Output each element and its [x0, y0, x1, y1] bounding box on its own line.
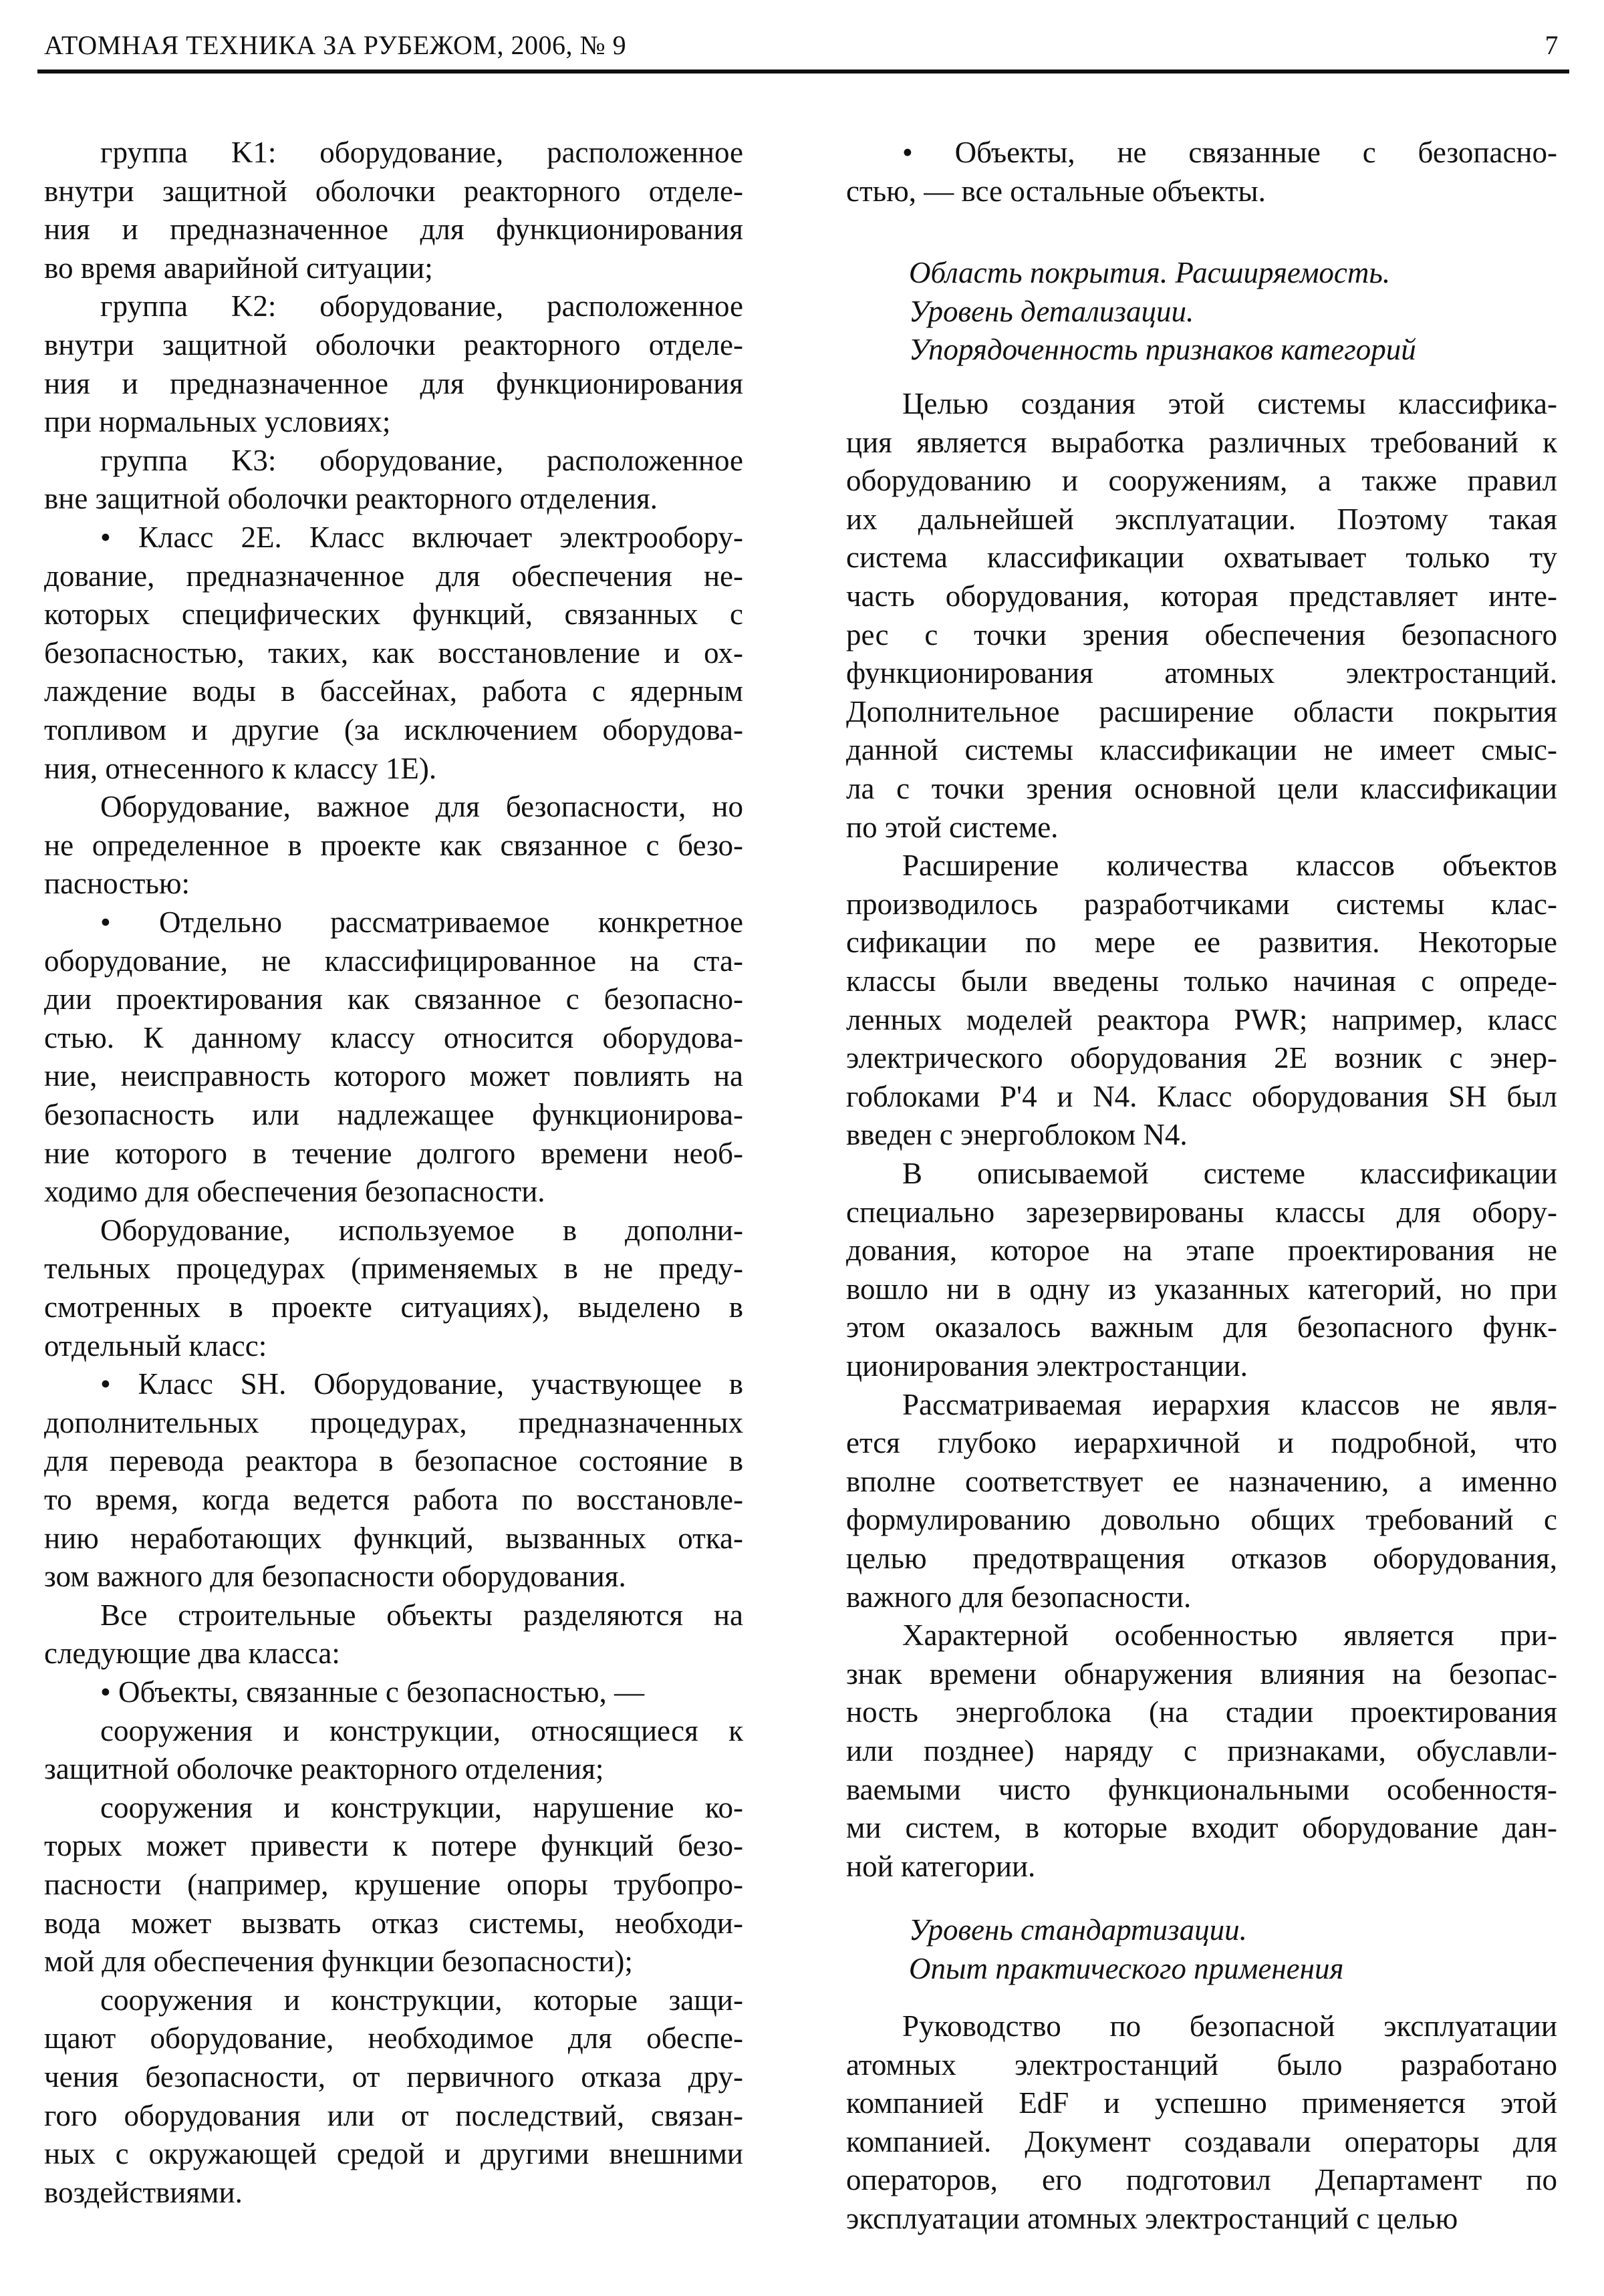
- text-line: • Объекты, связанные с безопасностью, —: [100, 1675, 644, 1709]
- text-line: вне защитной оболочки реакторного отделения.: [44, 482, 658, 516]
- text-line: дии проектирования как связанное с безопасно-: [44, 982, 743, 1016]
- paragraph: [846, 1616, 1557, 1886]
- text-line: сооружения и конструкции, которые защи-: [100, 1983, 743, 2017]
- text-line: нию неработающих функций, вызванных отка-: [44, 1521, 743, 1555]
- text-line: этом оказалось важным для безопасного функ-: [846, 1310, 1557, 1344]
- text-line: целью предотвращения отказов оборудования,: [846, 1541, 1557, 1575]
- text-line: электрического оборудования 2E возник с энер-: [846, 1041, 1557, 1075]
- header-rule: [37, 69, 1569, 74]
- text-line: Оборудование, важное для безопасности, но: [100, 790, 743, 824]
- text-line: операторов, его подготовил Департамент по: [846, 2163, 1557, 2197]
- text-line: дования, которое на этапе проектирования не: [846, 1234, 1557, 1268]
- text-line: стью, — все остальные объекты.: [846, 174, 1266, 208]
- text-line: по этой системе.: [846, 810, 1059, 844]
- text-line: группа K3: оборудование, расположенное: [100, 443, 743, 477]
- text-line: вошло ни в одну из указанных категорий, но при: [846, 1272, 1557, 1306]
- text-line: Уровень стандартизации.: [909, 1913, 1247, 1947]
- paragraph: [846, 2007, 1557, 2239]
- text-line: ния и предназначенное для функционирования: [44, 212, 743, 247]
- text-line: Целью создания этой системы классифика-: [902, 387, 1557, 420]
- text-line: которых специфических функций, связанных с: [44, 597, 743, 631]
- text-line: торых может привести к потере функций безо-: [44, 1829, 743, 1863]
- text-line: Уровень детализации.: [909, 294, 1194, 328]
- paragraph: [44, 1365, 743, 1596]
- text-line: дополнительных процедурах, предназначенных: [44, 1405, 743, 1439]
- text-line: ных с окружающей средой и другими внешними: [44, 2137, 743, 2171]
- section-heading: [846, 1911, 1557, 1988]
- text-line: их дальнейшей эксплуатации. Поэтому такая: [846, 502, 1557, 536]
- paragraph: [44, 1789, 743, 1981]
- text-line: ходимо для обеспечения безопасности.: [44, 1175, 545, 1209]
- text-line: ние, неисправность которого может повлиять на: [44, 1059, 743, 1093]
- text-line: для перевода реактора в безопасное состояние в: [44, 1444, 743, 1478]
- text-line: или позднее) наряду с признаками, обуславли-: [846, 1733, 1557, 1767]
- text-line: сооружения и конструкции, нарушение ко-: [100, 1790, 743, 1824]
- text-line: пасностью:: [44, 867, 190, 901]
- text-line: важного для безопасности.: [846, 1580, 1192, 1614]
- text-line: пасности (например, крушение опоры трубопро-: [44, 1867, 743, 1901]
- paragraph: [846, 847, 1557, 1155]
- text-line: Все строительные объекты разделяются на: [100, 1598, 743, 1632]
- text-line: Оборудование, используемое в дополни-: [100, 1213, 743, 1247]
- paragraph: [44, 1211, 743, 1365]
- paragraph: [44, 1596, 743, 1673]
- text-line: • Класс 2E. Класс включает электрообору-: [100, 521, 743, 554]
- text-line: тельных процедурах (применяемых в не преду-: [44, 1252, 743, 1286]
- text-line: Рассматриваемая иерархия классов не явля-: [902, 1387, 1557, 1421]
- text-line: внутри защитной оболочки реакторного отделе-: [44, 327, 743, 362]
- text-line: вода может вызвать отказ системы, необходи-: [44, 1906, 743, 1940]
- text-line: группа K2: оборудование, расположенное: [100, 289, 743, 323]
- text-line: щают оборудование, необходимое для обеспе-: [44, 2021, 743, 2055]
- paragraph: [44, 903, 743, 1211]
- text-line: ционирования электростанции.: [846, 1348, 1248, 1383]
- text-line: атомных электростанций было разработано: [846, 2047, 1557, 2082]
- text-line: воздействиями.: [44, 2175, 243, 2209]
- text-line: ми систем, в которые входит оборудование дан-: [846, 1811, 1557, 1845]
- text-line: вполне соответствует ее назначению, а именно: [846, 1464, 1557, 1498]
- text-line: защитной оболочке реакторного отделения;: [44, 1752, 604, 1786]
- text-line: введен с энергоблоком N4.: [846, 1118, 1188, 1152]
- text-line: компанией. Документ создавали операторы для: [846, 2124, 1557, 2158]
- text-line: Руководство по безопасной эксплуатации: [902, 2009, 1557, 2043]
- text-line: Расширение количества классов объектов: [902, 849, 1557, 883]
- paragraph: [44, 287, 743, 441]
- text-line: смотренных в проекте ситуациях), выделено в: [44, 1290, 743, 1324]
- text-line: знак времени обнаружения влияния на безопас-: [846, 1657, 1557, 1691]
- text-line: компанией EdF и успешно применяется этой: [846, 2086, 1557, 2120]
- text-line: сификации по мере ее развития. Некоторые: [846, 925, 1557, 960]
- paragraph: [44, 1981, 743, 2212]
- text-line: классы были введены только начиная с опреде-: [846, 964, 1557, 998]
- text-line: ность энергоблока (на стадии проектирования: [846, 1695, 1557, 1729]
- text-line: ние которого в течение долгого времени необ-: [44, 1136, 743, 1170]
- text-line: Опыт практического применения: [909, 1951, 1344, 1985]
- text-line: ется глубоко иерархичной и подробной, что: [846, 1426, 1557, 1460]
- text-line: ция является выработка различных требований к: [846, 425, 1557, 459]
- text-line: производилось разработчиками системы клас-: [846, 887, 1557, 921]
- text-line: • Класс SH. Оборудование, участвующее в: [100, 1367, 743, 1401]
- text-line: рес с точки зрения обеспечения безопасного: [846, 617, 1557, 652]
- paragraph: [846, 1155, 1557, 1386]
- text-line: группа K1: оборудование, расположенное: [100, 136, 743, 169]
- text-line: формулированию довольно общих требований с: [846, 1503, 1557, 1537]
- text-line: стью. К данному классу относится оборудова-: [44, 1020, 743, 1054]
- paragraph: [44, 519, 743, 788]
- text-line: безопасность или надлежащее функционирова-: [44, 1097, 743, 1131]
- text-line: мой для обеспечения функции безопасности);: [44, 1945, 633, 1979]
- paragraph: [44, 442, 743, 519]
- text-line: • Объекты, не связанные с безопасно-: [902, 136, 1557, 169]
- text-line: Характерной особенностью является при-: [902, 1618, 1557, 1653]
- text-line: ленных моделей реактора PWR; например, класс: [846, 1002, 1557, 1036]
- paragraph: [44, 1712, 743, 1789]
- text-line: гого оборудования или от последствий, связан-: [44, 2098, 743, 2132]
- text-line: лаждение воды в бассейнах, работа с ядерным: [44, 674, 743, 708]
- text-line: при нормальных условиях;: [44, 405, 391, 439]
- text-line: ваемыми чисто функциональными особенностя-: [846, 1772, 1557, 1806]
- text-line: дование, предназначенное для обеспечения не-: [44, 559, 743, 593]
- text-line: внутри защитной оболочки реакторного отделе-: [44, 174, 743, 208]
- page-number: 7: [1545, 30, 1559, 60]
- paragraph: [44, 1673, 743, 1712]
- text-line: сооружения и конструкции, относящиеся к: [100, 1713, 743, 1747]
- text-line: во время аварийной ситуации;: [44, 251, 433, 285]
- paragraph: [44, 788, 743, 903]
- text-line: система классификации охватывает только ту: [846, 541, 1557, 575]
- text-line: не определенное в проекте как связанное с безо-: [44, 828, 743, 862]
- text-line: отдельный класс:: [44, 1328, 267, 1362]
- text-line: топливом и другие (за исключением оборудова-: [44, 712, 743, 746]
- section-heading: [846, 254, 1557, 370]
- text-line: эксплуатации атомных электростанций с целью: [846, 2201, 1458, 2235]
- paragraph: [846, 1386, 1557, 1617]
- paragraph: [846, 134, 1557, 210]
- text-line: оборудование, не классифицированное на ста-: [44, 944, 743, 978]
- text-line: Область покрытия. Расширяемость.: [909, 256, 1391, 289]
- running-header-journal: АТОМНАЯ ТЕХНИКА ЗА РУБЕЖОМ, 2006, № 9: [44, 30, 627, 60]
- text-line: ной категории.: [846, 1849, 1036, 1883]
- text-line: функционирования атомных электростанций.: [846, 656, 1557, 690]
- text-line: оборудованию и сооружениям, а также правил: [846, 464, 1557, 498]
- text-line: • Отдельно рассматриваемое конкретное: [100, 905, 743, 939]
- paragraph: [846, 385, 1557, 847]
- text-line: ния, отнесенного к классу 1E).: [44, 751, 437, 785]
- text-line: часть оборудования, которая представляет инте-: [846, 579, 1557, 613]
- text-line: чения безопасности, от первичного отказа дру-: [44, 2059, 743, 2094]
- text-line: ния и предназначенное для функционирования: [44, 366, 743, 400]
- text-line: Дополнительное расширение области покрытия: [846, 694, 1557, 728]
- text-line: В описываемой системе классификации: [902, 1157, 1557, 1190]
- text-line: данной системы классификации не имеет смыс-: [846, 733, 1557, 767]
- paragraph: [44, 134, 743, 287]
- text-line: гоблоками P'4 и N4. Класс оборудования SH был: [846, 1079, 1557, 1113]
- text-line: ла с точки зрения основной цели классификации: [846, 771, 1557, 805]
- text-line: специально зарезервированы классы для обору-: [846, 1195, 1557, 1229]
- text-line: то время, когда ведется работа по восстановле-: [44, 1482, 743, 1516]
- text-line: безопасностью, таких, как восстановление и ох-: [44, 635, 743, 670]
- text-line: зом важного для безопасности оборудования.: [44, 1560, 626, 1594]
- text-line: Упорядоченность признаков категорий: [909, 333, 1416, 367]
- text-line: следующие два класса:: [44, 1636, 340, 1671]
